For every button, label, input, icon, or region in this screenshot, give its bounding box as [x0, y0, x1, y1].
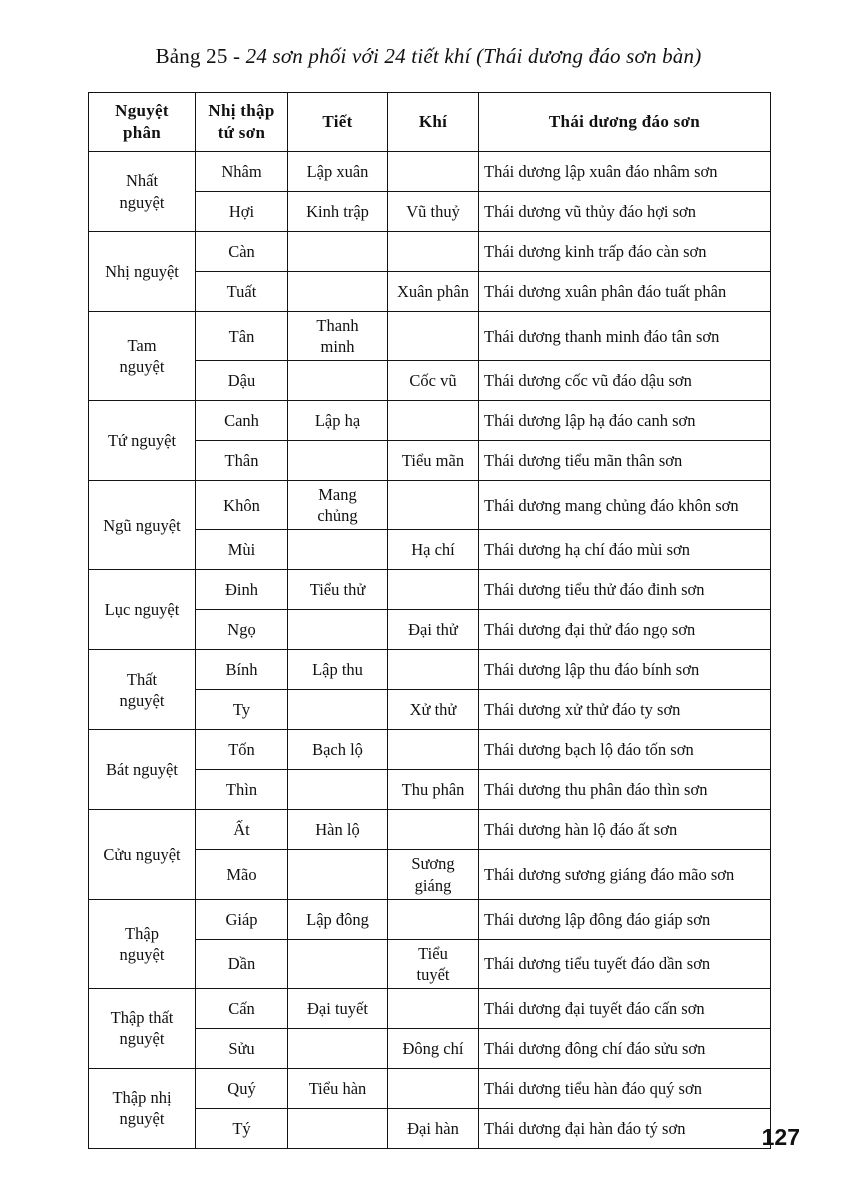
tiet-cell: Đại tuyết: [288, 988, 388, 1028]
tiet-cell: Tiểu thử: [288, 570, 388, 610]
month-cell-line2: nguyệt: [119, 357, 165, 377]
khi-cell: [388, 481, 479, 530]
description-cell: Thái dương thanh minh đáo tân sơn: [479, 312, 771, 361]
col-header-nguyet-phan: [89, 93, 196, 152]
page-number: 127: [761, 1124, 800, 1150]
page-title-lead: Bảng 25 -: [155, 44, 246, 68]
description-cell: Thái dương bạch lộ đáo tốn sơn: [479, 730, 771, 770]
description-cell: Thái dương sương giáng đáo mão sơn: [479, 850, 771, 899]
table-row: [89, 899, 771, 939]
tiet-cell: [288, 312, 388, 361]
month-cell-line1: Thập thất: [110, 1008, 174, 1028]
son-cell: Thìn: [196, 770, 288, 810]
khi-cell-line1: Tiểu: [418, 943, 448, 963]
son-cell: Thân: [196, 441, 288, 481]
tiet-cell: [288, 1028, 388, 1068]
son-cell: Nhâm: [196, 152, 288, 192]
tiet-cell-line1: Mang: [318, 485, 357, 505]
son-cell: Ngọ: [196, 610, 288, 650]
son-cell: Đinh: [196, 570, 288, 610]
month-cell-line2: nguyệt: [119, 192, 165, 212]
khi-cell: [388, 730, 479, 770]
son-cell: Tân: [196, 312, 288, 361]
khi-cell: Hạ chí: [388, 530, 479, 570]
description-cell: Thái dương hạ chí đáo mùi sơn: [479, 530, 771, 570]
tiet-cell-line2: minh: [320, 337, 355, 357]
khi-cell: Thu phân: [388, 770, 479, 810]
son-cell: Cấn: [196, 988, 288, 1028]
tiet-cell: Lập thu: [288, 650, 388, 690]
col-header-nguyet-phan-line1: Nguyệt: [115, 101, 169, 121]
col-header-nhi-thap-tu-son-line2: tứ sơn: [217, 123, 266, 142]
tiet-cell: [288, 232, 388, 272]
son-cell: Mão: [196, 850, 288, 899]
tiet-cell: [288, 610, 388, 650]
table-header-row: [89, 93, 771, 152]
month-cell-line1: Tam: [127, 336, 157, 355]
tiet-cell-line2: chủng: [317, 506, 358, 526]
table-row: [89, 312, 771, 361]
khi-cell: Xử thử: [388, 690, 479, 730]
description-cell: Thái dương thu phân đáo thìn sơn: [479, 770, 771, 810]
son-cell: Tý: [196, 1108, 288, 1148]
description-cell: Thái dương xuân phân đáo tuất phân: [479, 272, 771, 312]
description-cell: Thái dương tiểu thử đáo đinh sơn: [479, 570, 771, 610]
col-header-khi: Khí: [388, 93, 479, 152]
tiet-cell: [288, 770, 388, 810]
tiet-cell: [288, 690, 388, 730]
son-cell: Tuất: [196, 272, 288, 312]
tiet-cell: Tiểu hàn: [288, 1068, 388, 1108]
month-cell-line2: nguyệt: [119, 1029, 165, 1049]
tiet-cell: [288, 441, 388, 481]
khi-cell: [388, 810, 479, 850]
khi-cell: [388, 152, 479, 192]
table-container: [88, 92, 770, 1149]
description-cell: Thái dương tiểu mãn thân sơn: [479, 441, 771, 481]
description-cell: Thái dương lập đông đáo giáp sơn: [479, 899, 771, 939]
col-header-nhi-thap-tu-son: [196, 93, 288, 152]
month-cell: Ngũ nguyệt: [89, 481, 196, 570]
description-cell: Thái dương đại tuyết đáo cấn sơn: [479, 988, 771, 1028]
khi-cell-line1: Sương: [411, 854, 455, 874]
description-cell: Thái dương xử thử đáo ty sơn: [479, 690, 771, 730]
description-cell: Thái dương đại thử đáo ngọ sơn: [479, 610, 771, 650]
col-header-tiet: Tiết: [288, 93, 388, 152]
khi-cell-line2: giáng: [414, 875, 452, 895]
tiet-cell: [288, 939, 388, 988]
table-row: [89, 988, 771, 1028]
son-cell: Dần: [196, 939, 288, 988]
description-cell: Thái dương tiểu tuyết đáo dần sơn: [479, 939, 771, 988]
description-cell: Thái dương cốc vũ đáo dậu sơn: [479, 361, 771, 401]
khi-cell: [388, 850, 479, 899]
khi-cell: Đại hàn: [388, 1108, 479, 1148]
month-cell-line2: nguyệt: [119, 1109, 165, 1129]
description-cell: Thái dương đông chí đáo sửu sơn: [479, 1028, 771, 1068]
table-head: [89, 93, 771, 152]
table-row: [89, 481, 771, 530]
tiet-cell-line1: Thanh: [316, 316, 359, 335]
table-body: [89, 152, 771, 1149]
month-cell: [89, 152, 196, 232]
month-cell: Nhị nguyệt: [89, 232, 196, 312]
month-cell: Tứ nguyệt: [89, 401, 196, 481]
tiet-cell: Bạch lộ: [288, 730, 388, 770]
table-row: [89, 401, 771, 441]
description-cell: Thái dương lập hạ đáo canh sơn: [479, 401, 771, 441]
tiet-cell: Lập đông: [288, 899, 388, 939]
son-cell: Dậu: [196, 361, 288, 401]
tiet-cell: [288, 272, 388, 312]
description-cell: Thái dương đại hàn đáo tý sơn: [479, 1108, 771, 1148]
khi-cell: Vũ thuỷ: [388, 192, 479, 232]
month-cell: Lục nguyệt: [89, 570, 196, 650]
khi-cell: [388, 232, 479, 272]
son-cell: Bính: [196, 650, 288, 690]
tiet-cell: [288, 361, 388, 401]
tiet-cell: [288, 481, 388, 530]
col-header-nhi-thap-tu-son-line1: Nhị thập: [208, 101, 275, 121]
month-cell-line2: nguyệt: [119, 690, 165, 710]
khi-cell: Xuân phân: [388, 272, 479, 312]
table-row: [89, 1068, 771, 1108]
col-header-thai-duong-dao-son: Thái dương đáo sơn: [479, 93, 771, 152]
khi-cell: Đại thử: [388, 610, 479, 650]
description-cell: Thái dương lập thu đáo bính sơn: [479, 650, 771, 690]
tiet-cell: [288, 530, 388, 570]
son-cell: Ty: [196, 690, 288, 730]
son-cell: Hợi: [196, 192, 288, 232]
khi-cell-line2: tuyết: [416, 964, 450, 984]
page-title-rest: 24 sơn phối với 24 tiết khí (Thái dương đáo sơn bàn): [245, 44, 702, 68]
month-cell: [89, 650, 196, 730]
month-cell: [89, 988, 196, 1068]
table-row: [89, 232, 771, 272]
month-cell: Bát nguyệt: [89, 730, 196, 810]
table-row: [89, 730, 771, 770]
khi-cell: Đông chí: [388, 1028, 479, 1068]
month-cell-line1: Thập: [125, 923, 159, 943]
khi-cell: [388, 939, 479, 988]
khi-cell: [388, 401, 479, 441]
son-cell: Tốn: [196, 730, 288, 770]
khi-cell: Tiểu mãn: [388, 441, 479, 481]
tiet-cell: Lập xuân: [288, 152, 388, 192]
tiet-cell: [288, 850, 388, 899]
month-cell-line1: Nhất: [125, 171, 159, 191]
description-cell: Thái dương lập xuân đáo nhâm sơn: [479, 152, 771, 192]
description-cell: Thái dương vũ thủy đáo hợi sơn: [479, 192, 771, 232]
khi-cell: [388, 1068, 479, 1108]
table-row: [89, 810, 771, 850]
page-title: [0, 44, 857, 69]
tiet-cell: Lập hạ: [288, 401, 388, 441]
son-cell: Mùi: [196, 530, 288, 570]
tiet-cell: Kinh trập: [288, 192, 388, 232]
table-row: [89, 650, 771, 690]
khi-cell: [388, 312, 479, 361]
son-cell: Càn: [196, 232, 288, 272]
month-cell: Cửu nguyệt: [89, 810, 196, 899]
month-cell-line1: Thất: [126, 669, 158, 689]
son-cell: Ất: [196, 810, 288, 850]
son-cell: Khôn: [196, 481, 288, 530]
description-cell: Thái dương hàn lộ đáo ất sơn: [479, 810, 771, 850]
son-tiet-khi-table: [88, 92, 771, 1149]
son-cell: Quý: [196, 1068, 288, 1108]
month-cell: [89, 312, 196, 401]
description-cell: Thái dương mang chủng đáo khôn sơn: [479, 481, 771, 530]
tiet-cell: Hàn lộ: [288, 810, 388, 850]
khi-cell: [388, 988, 479, 1028]
col-header-nguyet-phan-line2: phân: [122, 123, 162, 142]
table-row: [89, 570, 771, 610]
khi-cell: [388, 570, 479, 610]
month-cell-line1: Thập nhị: [112, 1088, 172, 1108]
description-cell: Thái dương tiểu hàn đáo quý sơn: [479, 1068, 771, 1108]
son-cell: Giáp: [196, 899, 288, 939]
month-cell: [89, 899, 196, 988]
table-row: [89, 152, 771, 192]
khi-cell: [388, 899, 479, 939]
son-cell: Canh: [196, 401, 288, 441]
description-cell: Thái dương kinh trấp đáo càn sơn: [479, 232, 771, 272]
khi-cell: Cốc vũ: [388, 361, 479, 401]
month-cell-line2: nguyệt: [119, 944, 165, 964]
son-cell: Sửu: [196, 1028, 288, 1068]
khi-cell: [388, 650, 479, 690]
